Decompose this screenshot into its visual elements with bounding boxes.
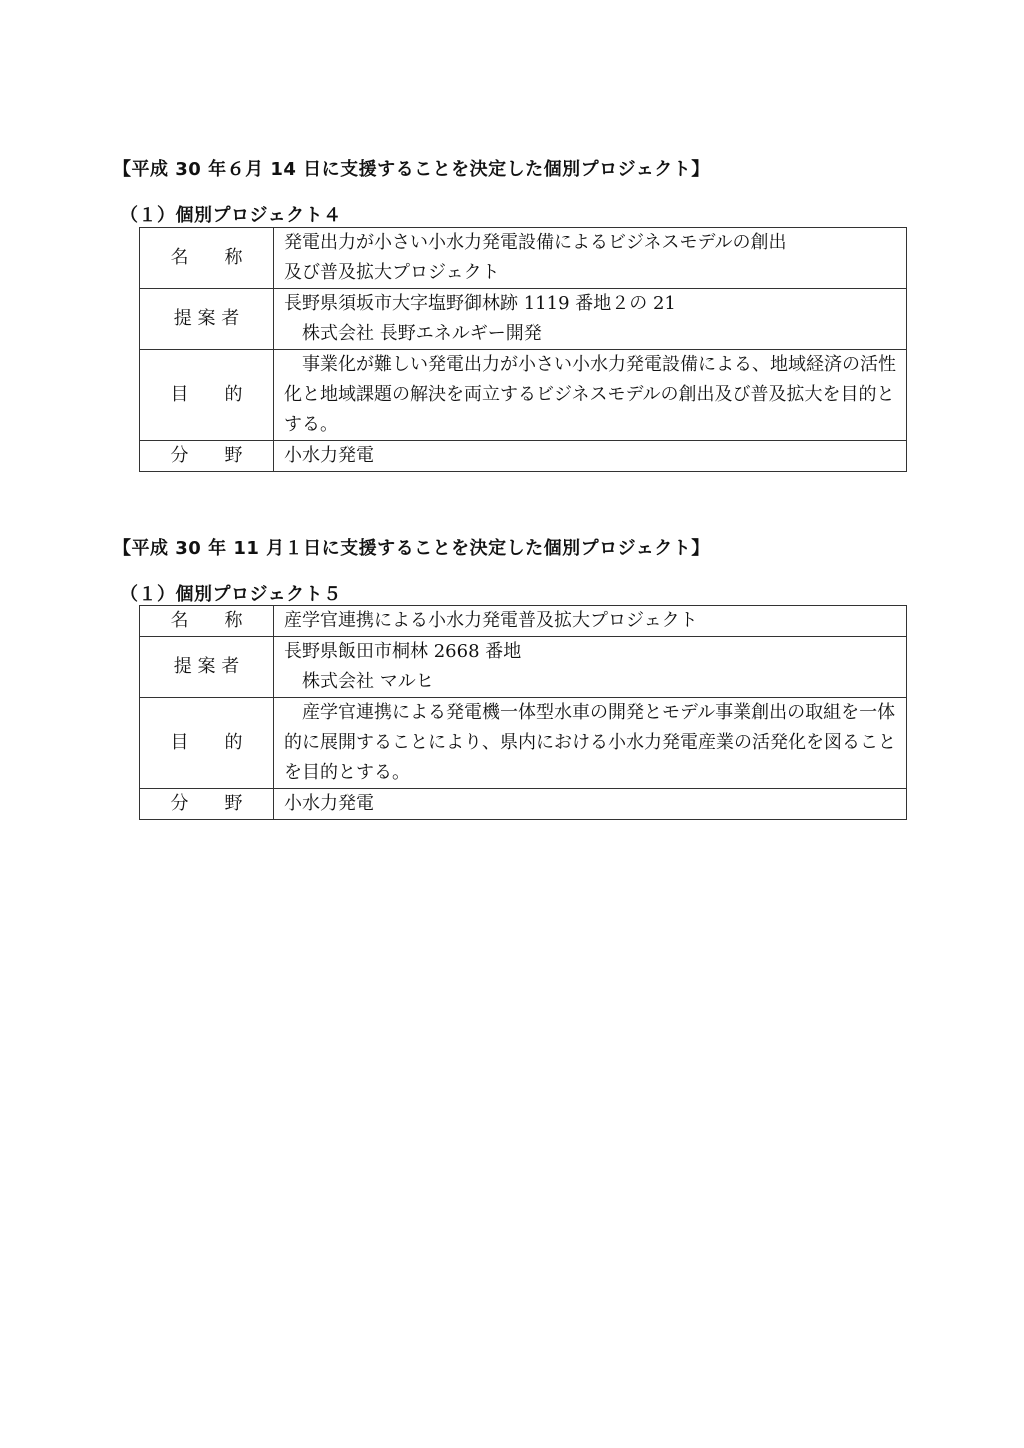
name-line-2: 及び普及拡大プロジェクト <box>284 262 500 283</box>
proposer-value <box>274 289 907 350</box>
name-value <box>274 228 907 289</box>
table-row-purpose <box>140 350 907 441</box>
section-heading-2: 【平成 30 年 11 月１日に支援することを決定した個別プロジェクト】 <box>113 538 710 559</box>
purpose-value <box>274 350 907 441</box>
project-table-5 <box>139 605 907 820</box>
proposer-label: 提 案 者 <box>140 289 274 350</box>
table-row-purpose <box>140 698 907 789</box>
proposer-company: 株式会社 マルヒ <box>302 671 434 692</box>
section-heading-1: 【平成 30 年６月 14 日に支援することを決定した個別プロジェクト】 <box>113 159 710 180</box>
table-row-proposer <box>140 289 907 350</box>
table-row-field <box>140 789 907 820</box>
table-row-proposer <box>140 637 907 698</box>
name-line-1: 産学官連携による小水力発電普及拡大プロジェクト <box>284 610 698 631</box>
field-value: 小水力発電 <box>274 789 907 820</box>
project-table-4 <box>139 227 907 472</box>
project-heading-5: （１）個別プロジェクト５ <box>120 584 342 605</box>
name-value <box>274 606 907 637</box>
field-label: 分 野 <box>140 441 274 472</box>
field-label: 分 野 <box>140 789 274 820</box>
table-row-name <box>140 228 907 289</box>
purpose-value <box>274 698 907 789</box>
proposer-label: 提 案 者 <box>140 637 274 698</box>
purpose-text: 産学官連携による発電機一体型水車の開発とモデル事業創出の取組を一体的に展開することにより、県内における小水力発電産業の活発化を図ることを目的とする。 <box>284 702 896 783</box>
purpose-text: 事業化が難しい発電出力が小さい小水力発電設備による、地域経済の活性化と地域課題の解決を両立するビジネスモデルの創出及び普及拡大を目的とする。 <box>284 354 896 435</box>
table-row-field <box>140 441 907 472</box>
proposer-address: 長野県飯田市桐林 2668 番地 <box>284 641 522 662</box>
project-heading-4: （１）個別プロジェクト４ <box>120 205 342 226</box>
name-label: 名 称 <box>140 606 274 637</box>
table-row-name <box>140 606 907 637</box>
name-label: 名 称 <box>140 228 274 289</box>
proposer-address: 長野県須坂市大字塩野御林跡 1119 番地２の 21 <box>284 293 676 314</box>
purpose-label: 目 的 <box>140 698 274 789</box>
proposer-company: 株式会社 長野エネルギー開発 <box>302 323 542 344</box>
proposer-value <box>274 637 907 698</box>
name-line-1: 発電出力が小さい小水力発電設備によるビジネスモデルの創出 <box>284 232 787 253</box>
purpose-label: 目 的 <box>140 350 274 441</box>
field-value: 小水力発電 <box>274 441 907 472</box>
